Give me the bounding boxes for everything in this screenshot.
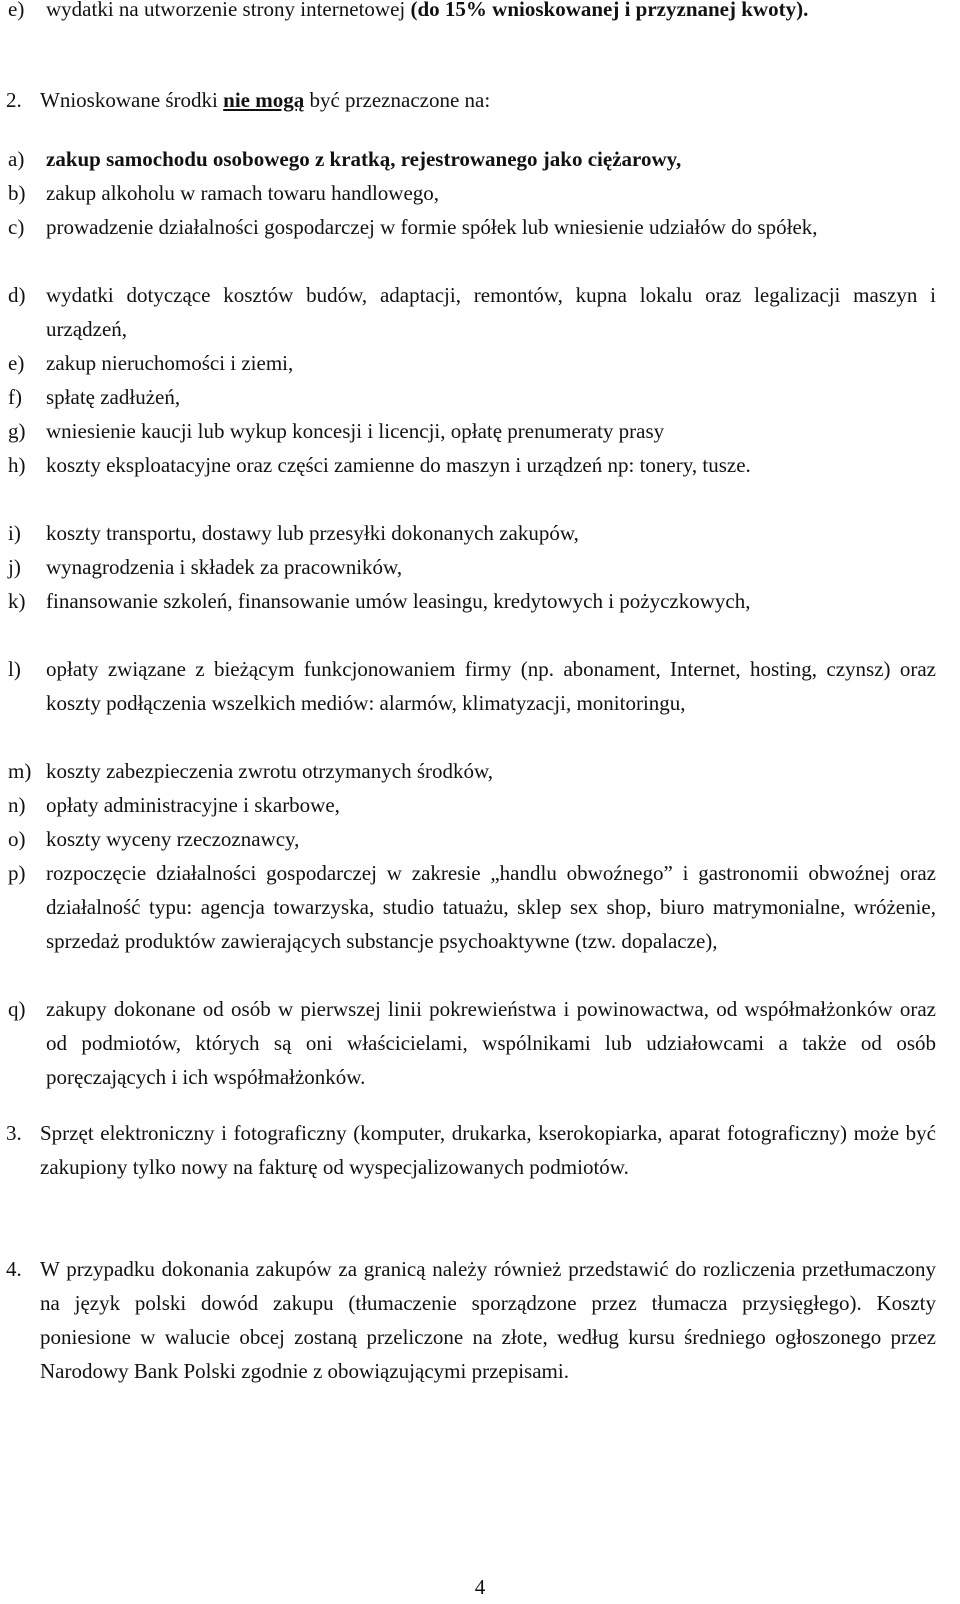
list-item-text: wydatki dotyczące kosztów budów, adaptacji, remontów, kupna lokalu oraz legalizacji maszyn i urządzeń, xyxy=(46,283,936,341)
list-item-text: zakup samochodu osobowego z kratką, rejestrowanego jako ciężarowy, xyxy=(46,147,682,171)
list-item-label: p) xyxy=(8,861,26,885)
list-item-label: f) xyxy=(8,385,22,409)
list-item-label: m) xyxy=(8,759,32,783)
section-2-lead-emphasis: nie mogą xyxy=(223,88,305,112)
section-2-lead-text xyxy=(40,83,936,117)
list-item-label: e) xyxy=(8,351,25,375)
list-item xyxy=(8,788,936,822)
intro-item-text xyxy=(46,0,936,26)
list-item xyxy=(8,754,936,788)
list-item-label: g) xyxy=(8,419,26,443)
list-item-text: wniesienie kaucji lub wykup koncesji i licencji, opłatę prenumeraty prasy xyxy=(46,419,665,443)
list-item xyxy=(8,550,936,584)
list-item-label: l) xyxy=(8,657,21,681)
list-item xyxy=(8,210,936,244)
list-item xyxy=(8,584,936,618)
section-3-number: 3. xyxy=(6,1121,22,1145)
list-item-text: prowadzenie działalności gospodarczej w formie spółek lub wniesienie udziałów do spółek, xyxy=(46,215,818,239)
intro-item-text-regular: wydatki na utworzenie strony internetowej xyxy=(46,0,411,21)
section-3-text: Sprzęt elektroniczny i fotograficzny (komputer, drukarka, kserokopiarka, aparat fotograficzny) może być zakupiony tylko nowy na fakturę od wyspecjalizowanych podmiotów. xyxy=(40,1121,936,1179)
list-item xyxy=(8,346,936,380)
list-item-label: i) xyxy=(8,521,21,545)
list-item-text: zakup alkoholu w ramach towaru handlowego, xyxy=(46,181,440,205)
list-item-text: zakup nieruchomości i ziemi, xyxy=(46,351,294,375)
section-4-number: 4. xyxy=(6,1257,22,1281)
list-item xyxy=(8,822,936,856)
intro-item-label: e) xyxy=(8,0,25,21)
list-item-label: c) xyxy=(8,215,25,239)
section-4-text: W przypadku dokonania zakupów za granicą należy również przedstawić do rozliczenia przetłumaczony na język polski dowód zakupu (tłumaczenie sporządzone przez tłumacza przysięgłego). Koszty poniesione w walucie obcej zostaną przeliczone na złote, według kursu średniego ogłoszonego przez Narodowy Bank Polski zgodnie z obowiązującymi przepisami. xyxy=(40,1257,936,1383)
list-item xyxy=(8,448,936,482)
list-item xyxy=(8,992,936,1094)
page-number: 4 xyxy=(474,1575,486,1599)
section-2-lead-b: być przeznaczone na: xyxy=(304,88,491,112)
list-item-text: koszty wyceny rzeczoznawcy, xyxy=(46,827,300,851)
list-item-label: q) xyxy=(8,997,26,1021)
list-item xyxy=(8,652,936,720)
list-item-text: opłaty związane z bieżącym funkcjonowaniem firmy (np. abonament, Internet, hosting, czynsz) oraz koszty podłączenia wszelkich mediów: alarmów, klimatyzacji, monitoringu, xyxy=(46,657,936,715)
list-item-label: d) xyxy=(8,283,26,307)
section-4-paragraph xyxy=(40,1252,936,1388)
list-item-label: a) xyxy=(8,147,25,171)
intro-item-text-bold: (do 15% wnioskowanej i przyznanej kwoty). xyxy=(410,0,809,21)
list-item xyxy=(8,414,936,448)
list-item-text: koszty transportu, dostawy lub przesyłki dokonanych zakupów, xyxy=(46,521,579,545)
section-2-lead xyxy=(40,83,936,117)
list-item-label: k) xyxy=(8,589,26,613)
list-item-text: finansowanie szkoleń, finansowanie umów leasingu, kredytowych i pożyczkowych, xyxy=(46,589,751,613)
list-item xyxy=(8,856,936,958)
list-item-text: zakupy dokonane od osób w pierwszej linii pokrewieństwa i powinowactwa, od współmałżonków oraz od podmiotów, których są oni właścicielami, wspólnikami lub udziałowcami a także od osób poręczających i ich współmałżonków. xyxy=(46,997,936,1089)
list-item-text: rozpoczęcie działalności gospodarczej w zakresie „handlu obwoźnego” i gastronomii obwoźnej oraz działalność typu: agencja towarzyska, studio tatuażu, sklep sex shop, biuro matrymonialne, wróżenie, sprzedaż produktów zawierających substancje psychoaktywne (tzw. dopalacze), xyxy=(46,861,936,953)
section-3-paragraph xyxy=(40,1116,936,1184)
list-item-text: wynagrodzenia i składek za pracowników, xyxy=(46,555,403,579)
list-item xyxy=(8,278,936,346)
section-2-lead-a: Wnioskowane środki xyxy=(40,88,224,112)
list-item-text: spłatę zadłużeń, xyxy=(46,385,181,409)
list-item xyxy=(8,380,936,414)
list-item-label: o) xyxy=(8,827,26,851)
list-item-label: b) xyxy=(8,181,26,205)
list-item xyxy=(8,516,936,550)
list-item xyxy=(8,176,936,210)
section-2-number: 2. xyxy=(6,88,22,112)
list-item-text: koszty zabezpieczenia zwrotu otrzymanych środków, xyxy=(46,759,494,783)
list-item-label: j) xyxy=(8,555,21,579)
list-item-label: h) xyxy=(8,453,26,477)
list-item-text: koszty eksploatacyjne oraz części zamienne do maszyn i urządzeń np: tonery, tusze. xyxy=(46,453,751,477)
intro-item-e xyxy=(8,0,936,26)
list-item xyxy=(8,142,936,176)
list-item-label: n) xyxy=(8,793,26,817)
list-item-text: opłaty administracyjne i skarbowe, xyxy=(46,793,340,817)
